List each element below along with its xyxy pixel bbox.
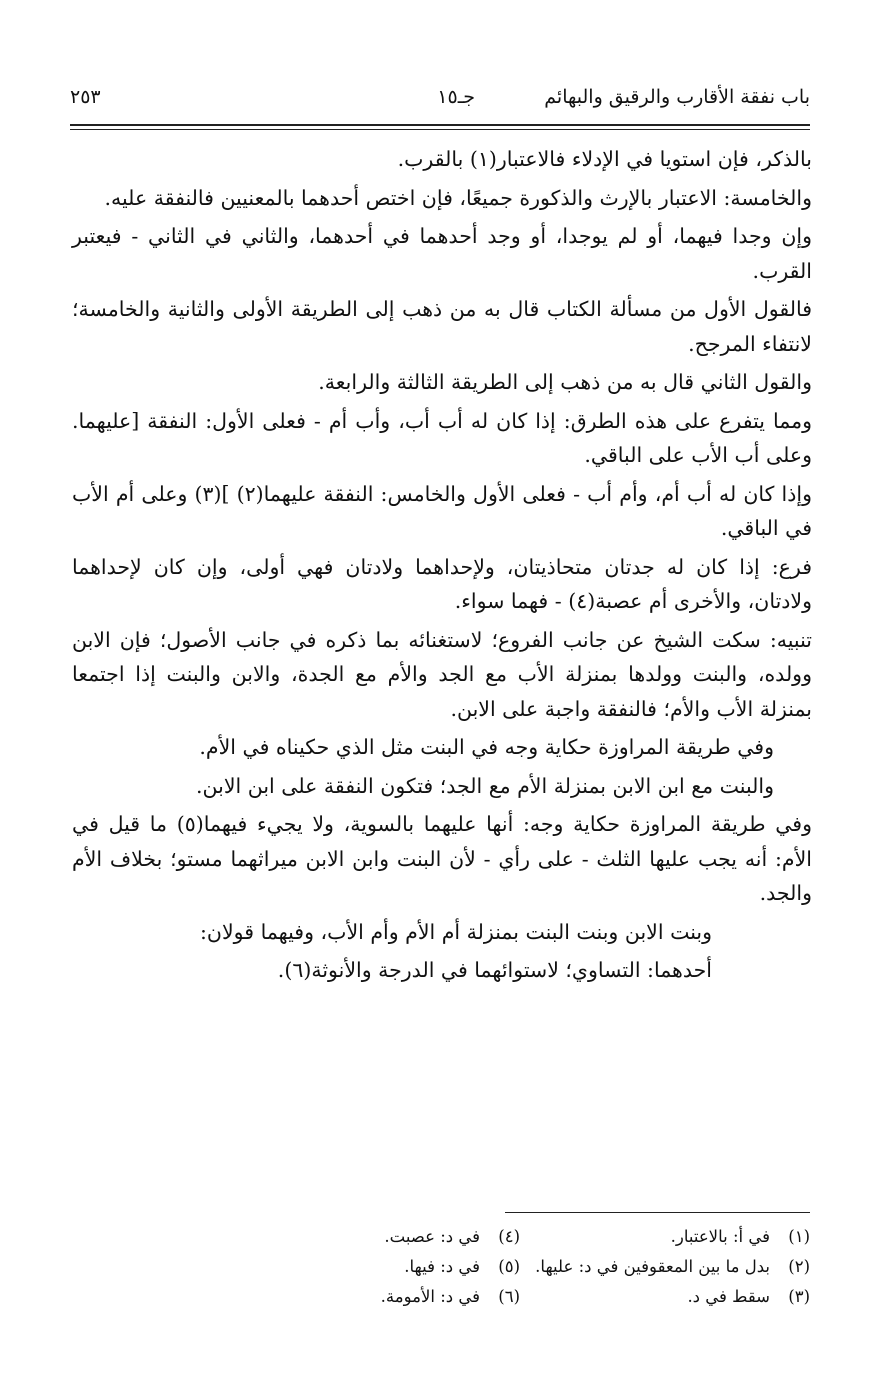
footnote-number: (٣) [788,1287,810,1306]
footnote [250,1222,520,1252]
footnotes-column-left [250,1222,520,1312]
volume-label: جـ١٥ [437,86,475,108]
header-rule [70,124,810,126]
paragraph: تنبيه: سكت الشيخ عن جانب الفروع؛ لاستغنائه بما ذكره في جانب الأصول؛ فإن الابن وولده، والبنت وولدها بمنزلة الأب مع الجد والأم مع الجدة، والابن والبنت إذا اجتمعا بمنزلة الأب والأم؛ فالنفقة واجبة على الابن. [72,627,812,721]
footnote [250,1252,520,1282]
footnote-number: (٦) [498,1287,520,1306]
header-rule-thin [70,129,810,130]
paragraph: بالذكر، فإن استويا في الإدلاء فالاعتبار(١) بالقرب. [397,147,812,171]
paragraph: والبنت مع ابن الابن بمنزلة الأم مع الجد؛ فتكون النفقة على ابن الابن. [196,773,774,798]
footnote [540,1222,810,1252]
paragraph: والقول الثاني قال به من ذهب إلى الطريقة الثالثة والرابعة. [318,370,812,394]
paragraph: وإذا كان له أب أم، وأم أب - فعلى الأول والخامس: النفقة عليهما(٢) ](٣) وعلى أم الأب في الباقي. [72,481,812,540]
chapter-title: باب نفقة الأقارب والرقيق والبهائم [544,86,810,108]
paragraph: وفي طريقة المراوزة حكاية وجه في البنت مثل الذي حكيناه في الأم. [199,735,774,759]
footnote [250,1282,520,1312]
page-number: ٢٥٣ [70,86,101,108]
footnote-number: (٢) [788,1257,810,1276]
paragraph: فرع: إذا كان له جدتان متحاذيتان، ولإحداهما ولادتان فهي أولى، وإن كان لإحداهما ولادتان، والأخرى أم عصبة(٤) - فهما سواء. [72,554,812,613]
footnote-text: في أ: بالاعتبار. [670,1227,770,1246]
footnote-number: (١) [788,1227,810,1246]
footnote-number: (٤) [498,1227,520,1246]
paragraph: والخامسة: الاعتبار بالإرث والذكورة جميعًا، فإن اختص أحدهما بالمعنيين فالنفقة عليه. [104,185,812,210]
paragraph: وبنت الابن وبنت البنت بمنزلة أم الأم وأم الأب، وفيهما قولان: [200,919,712,944]
footnote-text: في د: الأمومة. [380,1287,480,1306]
footnotes-column-right [535,1222,810,1312]
footnote-text: في د: فيها. [404,1257,480,1276]
paragraph: فالقول الأول من مسألة الكتاب قال به من ذهب إلى الطريقة الأولى والثانية والخامسة؛ لانتفاء المرجح. [72,297,812,356]
footnote-number: (٥) [498,1257,520,1276]
footnote-separator [505,1212,810,1213]
footnote-text: سقط في د. [687,1287,770,1306]
footnote-text: بدل ما بين المعقوفين في د: عليها. [535,1257,770,1276]
page-header [70,80,810,120]
paragraph: وإن وجدا فيهما، أو لم يوجدا، أو وجد أحدهما في أحدهما، والثاني في الثاني - فيعتبر القرب. [72,224,812,283]
footnote [540,1282,810,1312]
paragraph: ومما يتفرع على هذه الطرق: إذا كان له أب أب، وأب أم - فعلى الأول: النفقة [عليهما. وعلى أب الأب على الباقي. [72,408,812,467]
main-text [72,142,812,992]
paragraph: وفي طريقة المراوزة حكاية وجه: أنها عليهما بالسوية، ولا يجيء فيهما(٥) ما قيل في الأم: أنه يجب عليها الثلث - على رأي - لأن البنت وابن الابن ميراثهما مستو؛ بخلاف الأم والجد. [72,812,812,905]
footnote [535,1252,810,1282]
footnote-text: في د: عصبت. [384,1227,480,1246]
paragraph: أحدهما: التساوي؛ لاستوائهما في الدرجة والأنوثة(٦). [277,958,712,982]
